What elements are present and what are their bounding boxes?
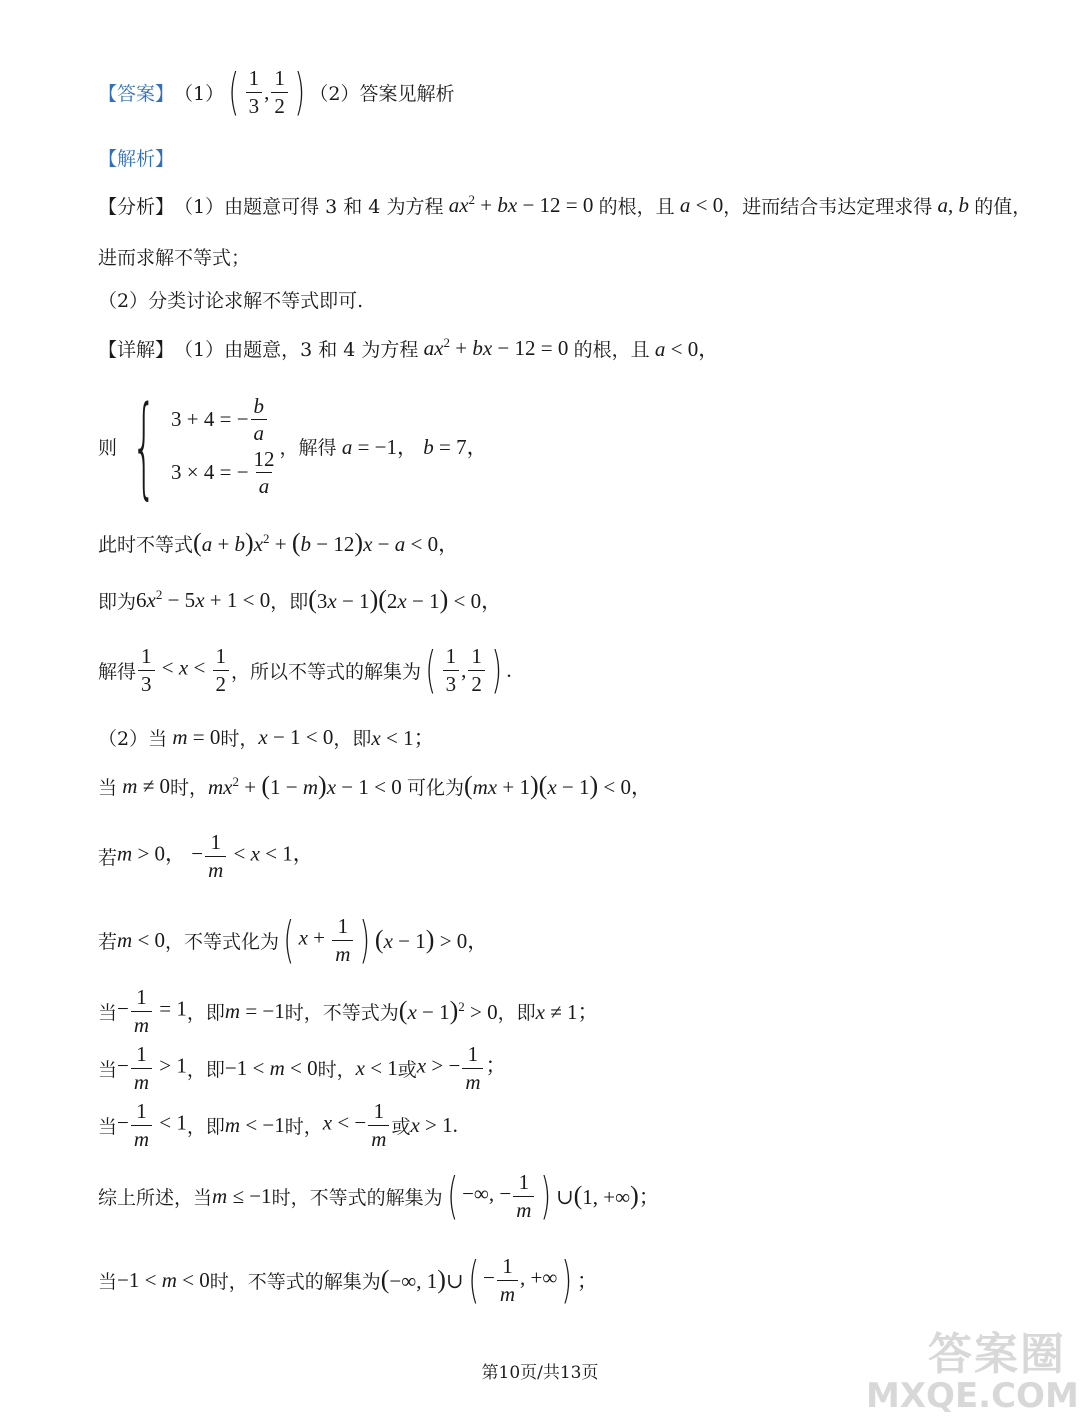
- text: 的值，: [974, 195, 1032, 218]
- system-row-1: 3 + 4 = − $\frac{b}{a}$: [171, 395, 280, 444]
- inequality: $mx^2 + (1 - m)x - 1 < 0$: [207, 770, 407, 800]
- answer-line: 【答案】 （1） ( $\frac{1}{3}$ , $\frac{1}{2}$ ) （2）答案见解析: [98, 63, 455, 121]
- right-paren: ): [359, 911, 371, 969]
- fenxi-tag: 【分析】: [98, 195, 175, 218]
- right-paren: ): [294, 63, 305, 121]
- text: 若: [98, 930, 118, 953]
- condition: m ≠ 0: [122, 773, 170, 798]
- answer-part2: （2）答案见解析: [309, 82, 455, 105]
- watermark-top: 答案圈: [928, 1329, 1066, 1380]
- watermark-logo: [866, 1318, 1079, 1416]
- interval: (−∞, 1)∪: [380, 1264, 464, 1294]
- text: ，即: [497, 1001, 536, 1024]
- text: 时，不等式的解集为: [271, 1186, 443, 1209]
- equation: $ax^2$ + bx − 12 = 0: [423, 335, 574, 360]
- fraction: $\frac{1}{2}$: [271, 67, 288, 116]
- condition: −1 < m < 0: [224, 1055, 318, 1080]
- text: 当: [98, 776, 118, 799]
- inequality: $(a + b)x^2 + (b - 12)x - a < 0$，: [193, 528, 460, 557]
- text: ，即: [186, 1058, 225, 1081]
- xiangjie-line-3: [98, 528, 459, 558]
- fenxi-line-1: [98, 190, 1031, 220]
- range: $\frac{1}{3}$ < x < $\frac{1}{2}$: [136, 645, 231, 694]
- equation: $ax^2$ + bx − 12 = 0: [448, 192, 599, 217]
- condition: −1 < m < 0: [117, 1267, 210, 1292]
- watermark-bottom: MXQE.COM: [866, 1376, 1079, 1416]
- text: 可化为: [406, 776, 464, 799]
- variables: a, b: [937, 192, 970, 217]
- condition: − $\frac{1}{m}$ < 1: [117, 1099, 187, 1151]
- summary-line-2: 当 −1 < m < 0 时，不等式的解集为 (−∞, 1)∪ ( − $\frac{1}{m}$ , +∞ ) ；: [98, 1251, 598, 1309]
- left-paren: (: [467, 1251, 479, 1309]
- condition: m = −1: [224, 998, 285, 1023]
- text: 时，: [169, 776, 208, 799]
- summary-line-1: 综上所述，当 m ≤ −1 时，不等式的解集为 ( −∞, − $\frac{1}{m}$ ) ∪(1, +∞)；: [98, 1167, 660, 1225]
- fenxi-line-3: （2）分类讨论求解不等式即可.: [98, 289, 364, 312]
- condition: m < −1: [224, 1112, 285, 1137]
- case-line-3: [98, 1099, 458, 1151]
- left-brace: {: [131, 382, 157, 510]
- system-row-2: 3 × 4 = − $\frac{12}{a}$: [171, 447, 275, 499]
- xiangjie-line-1: [98, 333, 719, 363]
- fenxi-line-2: 进而求解不等式；: [98, 246, 251, 269]
- right-paren: ): [561, 1251, 573, 1309]
- interval: ∪(1, +∞)；: [555, 1181, 660, 1210]
- text: 解得: [98, 660, 137, 683]
- left-paren: (: [228, 63, 240, 121]
- xiangjie-line-8: [98, 828, 314, 884]
- text: ，即: [270, 590, 309, 613]
- result: x < 1: [355, 1055, 398, 1080]
- text: 的根，且: [573, 338, 650, 361]
- inequality: a < 0，: [654, 337, 720, 361]
- case-line-2: [98, 1042, 506, 1094]
- left-paren: (: [425, 641, 437, 699]
- answer-tag: 【答案】: [98, 82, 175, 105]
- text: 此时不等式: [98, 533, 194, 556]
- analysis-tag: 【解析】: [98, 147, 175, 170]
- condition: m > 0， − $\frac{1}{m}$ < x < 1，: [117, 830, 314, 882]
- text: （1）由题意，3 和 4 为方程: [174, 338, 419, 361]
- factored-inequality: (3x − 1)(2x − 1) < 0，: [308, 585, 503, 614]
- left-paren: (: [283, 911, 295, 969]
- text: ，解得: [279, 436, 337, 459]
- xiangjie-line-6: [98, 722, 435, 752]
- inequality: (x − 1) > 0，: [374, 925, 489, 954]
- result: x > 1.: [410, 1112, 458, 1137]
- xiangjie-line-4: [98, 585, 502, 615]
- text: 当: [98, 1115, 118, 1138]
- text: 当: [98, 1001, 118, 1024]
- text: ，所以不等式的解集为: [231, 660, 422, 683]
- equation-system-line: [98, 382, 488, 510]
- right-paren: ): [540, 1167, 552, 1225]
- text: ，即: [333, 727, 372, 750]
- result: x < 1；: [371, 726, 435, 750]
- inequality: x − 1 < 0: [258, 724, 334, 749]
- xiangjie-tag: 【详解】: [98, 338, 175, 361]
- text: 即为: [98, 590, 137, 613]
- condition: m ≤ −1: [212, 1183, 272, 1208]
- inequality: a < 0: [679, 192, 724, 217]
- factored-inequality: (mx + 1)(x − 1) < 0，: [463, 771, 653, 800]
- condition: m = 0: [172, 724, 221, 749]
- left-paren: (: [446, 1167, 458, 1225]
- text: 或: [397, 1058, 417, 1081]
- text: ，即: [186, 1001, 225, 1024]
- text: 时，不等式的解集为: [209, 1270, 381, 1293]
- inequality: $(x - 1)^2 > 0$: [398, 995, 498, 1025]
- xiangjie-line-9: 若 m < 0 ，不等式化为 ( x + $\frac{1}{m}$ ) (x − 1) > 0，: [98, 911, 489, 969]
- result: x ≠ 1；: [535, 1000, 599, 1024]
- case-line-1: [98, 985, 599, 1037]
- text: （1）由题意可得 3 和 4 为方程: [174, 195, 444, 218]
- xiangjie-line-7: [98, 770, 652, 802]
- text: 当: [98, 1270, 118, 1293]
- text: 的根，且: [598, 195, 675, 218]
- result: x < − $\frac{1}{m}$: [323, 1100, 392, 1149]
- right-paren: ): [491, 641, 502, 699]
- text: 时，: [284, 1115, 323, 1138]
- text: 综上所述，当: [98, 1186, 213, 1209]
- equation-system: [117, 382, 280, 510]
- text: 或: [391, 1115, 411, 1138]
- text: ，进而结合韦达定理求得: [723, 195, 933, 218]
- result: x > − $\frac{1}{m}$ ；: [416, 1042, 507, 1094]
- condition: − $\frac{1}{m}$ = 1: [117, 985, 187, 1037]
- text: 当: [98, 1058, 118, 1081]
- text: 时，: [220, 727, 259, 750]
- text: ，不等式化为: [165, 930, 280, 953]
- condition: − $\frac{1}{m}$ > 1: [117, 1042, 187, 1094]
- inequality: $6x^2 - 5x + 1 < 0$: [136, 587, 271, 612]
- text: （2）当: [98, 727, 168, 750]
- text: ，即: [186, 1115, 225, 1138]
- answer-part1-label: （1）: [174, 82, 225, 105]
- solution: a = −1， b = 7，: [341, 435, 488, 459]
- text: 则: [98, 436, 118, 459]
- fraction: $\frac{1}{3}$: [246, 67, 263, 116]
- text: 若: [98, 846, 118, 869]
- text: 时，: [317, 1058, 356, 1081]
- xiangjie-line-5: 解得 $\frac{1}{3}$ < x < $\frac{1}{2}$ ，所以不等式的解集为 ( $\frac{1}{3}$ , $\frac{1}{2}$ ) .: [98, 641, 512, 699]
- page-footer: 第10页/共13页: [481, 1363, 599, 1383]
- text: 时，不等式为: [284, 1001, 399, 1024]
- condition: m < 0: [117, 927, 166, 952]
